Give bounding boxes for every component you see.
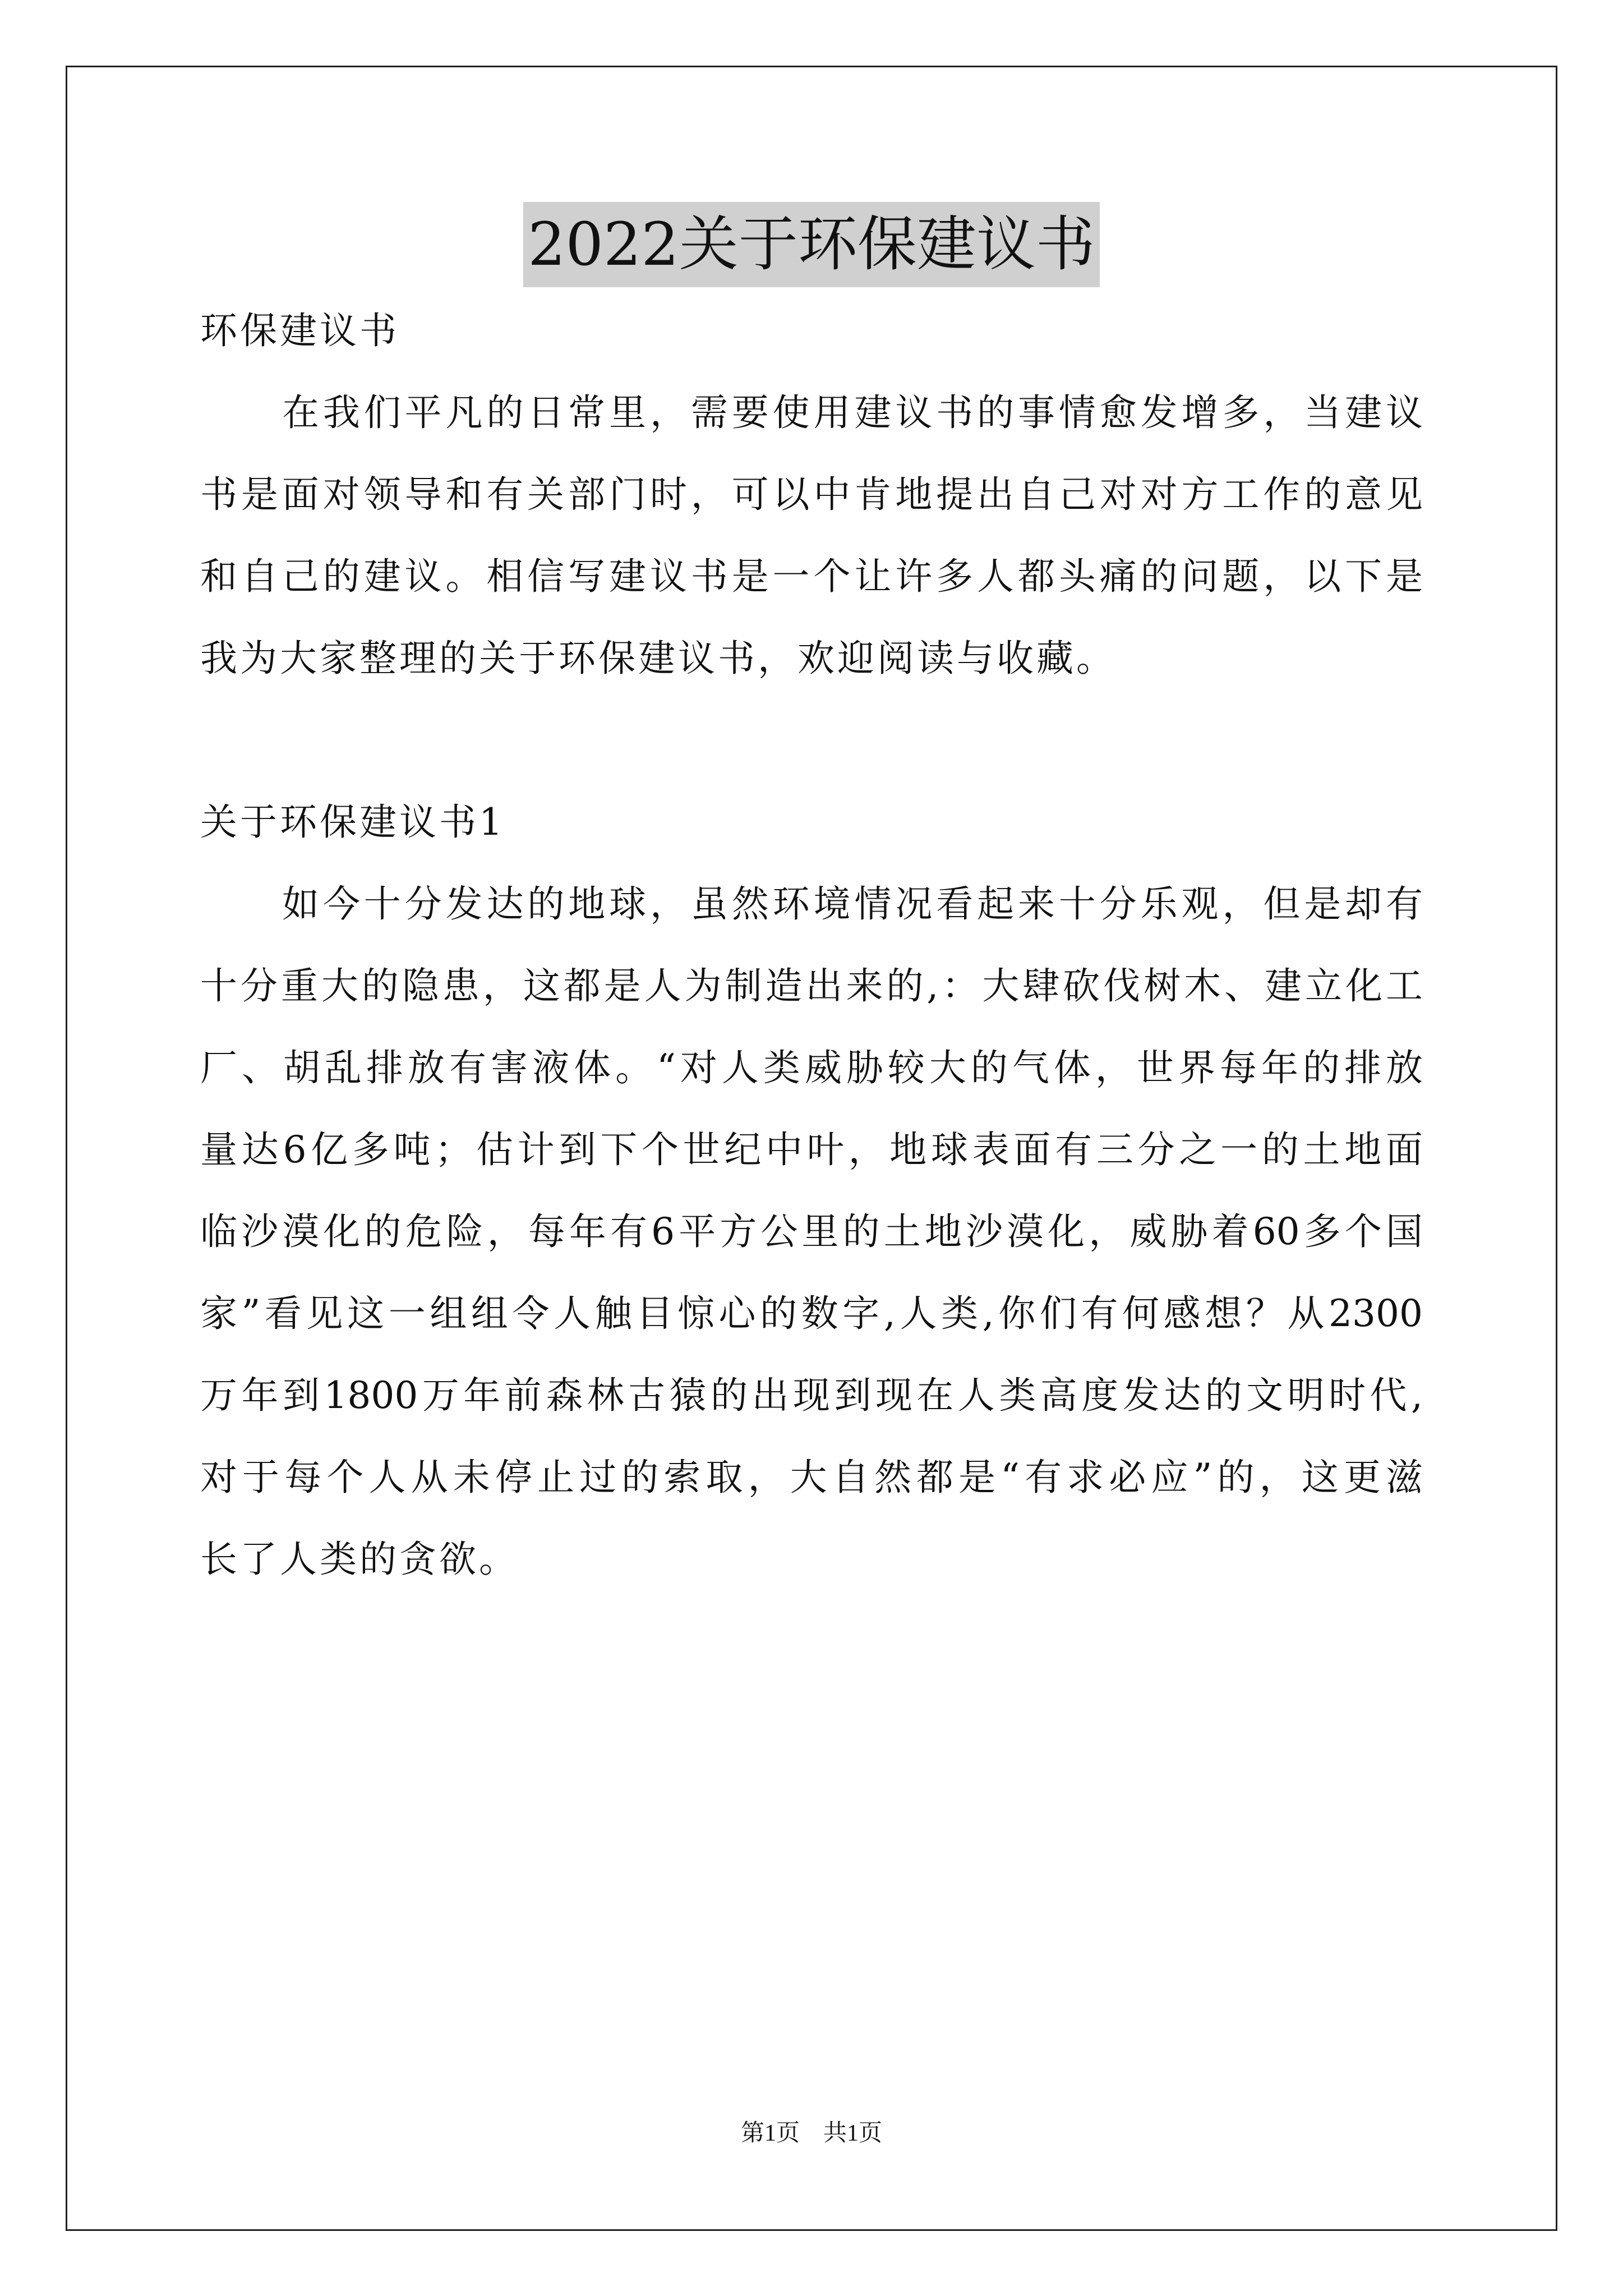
section-heading: 关于环保建议书1 bbox=[200, 800, 505, 844]
document-body bbox=[200, 311, 1423, 1622]
intro-line: 我为大家整理的关于环保建议书，欢迎阅读与收藏。 bbox=[200, 637, 1116, 680]
body-line: 十分重大的隐患，这都是人为制造出来的,：大肆砍伐树木、建立化工 bbox=[200, 964, 1423, 1007]
body-line: 家”看见这一组组令人触目惊心的数字,人类,你们有何感想？从2300 bbox=[200, 1292, 1423, 1335]
document-heading: 环保建议书 bbox=[200, 309, 399, 352]
page-footer: 第1页 共1页 bbox=[740, 2120, 882, 2146]
section-spacer bbox=[200, 721, 1423, 803]
body-line: 厂、胡乱排放有害液体。“对人类威胁较大的气体，世界每年的排放 bbox=[200, 1046, 1423, 1089]
body-line: 临沙漠化的危险，每年有6平方公里的土地沙漠化，威胁着60多个国 bbox=[200, 1210, 1423, 1253]
body-line: 对于每个人从未停止过的索取，大自然都是“有求必应”的，这更滋 bbox=[200, 1456, 1423, 1499]
intro-line: 和自己的建议。相信写建议书是一个让许多人都头痛的问题，以下是 bbox=[200, 555, 1423, 598]
intro-line: 在我们平凡的日常里，需要使用建议书的事情愈发增多，当建议 bbox=[282, 391, 1423, 434]
title-container bbox=[0, 202, 1623, 287]
body-line: 万年到1800万年前森林古猿的出现到现在人类高度发达的文明时代, bbox=[200, 1374, 1423, 1417]
document-title: 2022关于环保建议书 bbox=[523, 202, 1100, 287]
body-line: 如今十分发达的地球，虽然环境情况看起来十分乐观，但是却有 bbox=[282, 882, 1423, 926]
body-line: 量达6亿多吨；估计到下个世纪中叶，地球表面有三分之一的土地面 bbox=[200, 1128, 1423, 1171]
intro-line: 书是面对领导和有关部门时，可以中肯地提出自己对对方工作的意见 bbox=[200, 473, 1423, 516]
body-line: 长了人类的贪欲。 bbox=[200, 1538, 519, 1581]
